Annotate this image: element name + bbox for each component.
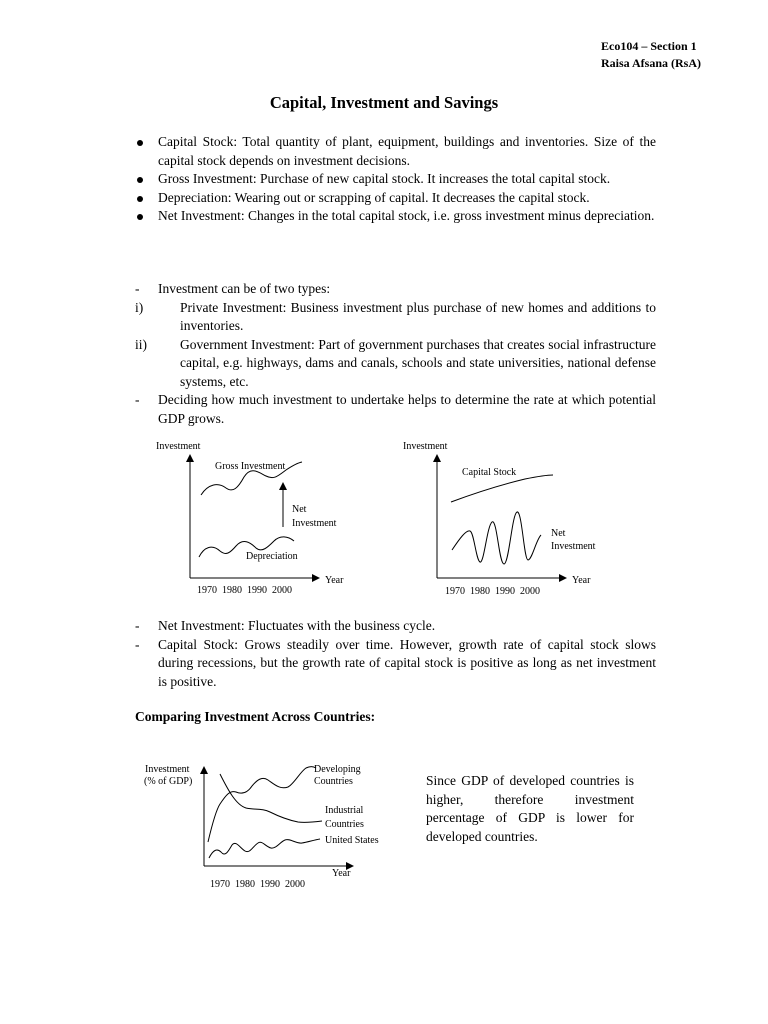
net-label: Net [551,528,566,539]
list-item: Depreciation: Wearing out or scrapping of capital. It decreases the capital stock. [135,189,656,208]
developing-countries-curve [208,767,316,843]
list-item: Net Investment: Changes in the total capital stock, i.e. gross investment minus depreciation. [135,207,656,226]
developing-label: Developing [314,764,361,775]
industrial-countries-label: Countries [325,819,364,830]
course-label: Eco104 – Section 1 [600,39,697,53]
united-states-label: United States [325,835,379,846]
list-item: Gross Investment: Purchase of new capital stock. It increases the total capital stock. [135,170,656,189]
industrial-label: Industrial [325,805,364,816]
y-axis-label: Investment [145,764,190,775]
types-intro: - Investment can be of two types: [135,281,331,296]
gross-investment-label: Gross Investment [215,461,286,472]
list-item: i) Private Investment: Business investment plus purchase of new homes and additions to inventories. [135,299,656,333]
tick-labels: 1970 1980 1990 2000 [197,585,292,596]
tick-labels: 1970 1980 1990 2000 [445,586,540,597]
capital-stock-label: Capital Stock [462,467,517,478]
page-title: Capital, Investment and Savings [269,93,499,112]
depreciation-label: Depreciation [246,551,298,562]
net-label: Net [292,504,307,515]
developing-countries-label: Countries [314,776,353,787]
investment-label: Investment [292,518,337,529]
y-axis-unit-label: (% of GDP) [144,776,193,787]
x-axis-label: Year [325,575,344,586]
y-axis-label: Investment [156,441,201,452]
list-item: - Capital Stock: Grows steadily over time. However, growth rate of capital stock slows during recessions, but the growth rate of capital stock is positive as long as net investment is positive. [135,636,656,689]
list-item: Capital Stock: Total quantity of plant, equipment, buildings and inventories. Size of the capital stock depends on investment decisions. [135,133,656,170]
industrial-countries-curve [220,774,322,822]
x-axis-label: Year [572,575,591,586]
investment-label: Investment [551,541,596,552]
list-item: ii) Government Investment: Part of government purchases that creates social infrastructure capital, e.g. highways, dams and canals, schools and state universities, national defense systems, etc. [135,336,656,389]
instructor-label: Raisa Afsana (RsA) [600,56,701,70]
x-axis-label: Year [332,868,351,879]
y-axis-label: Investment [403,441,448,452]
tick-labels: 1970 1980 1990 2000 [210,879,305,890]
comparison-text: Since GDP of developed countries is higher, therefore investment percentage of GDP is lower for developed countries. [426,773,634,844]
list-item: - Net Investment: Fluctuates with the business cycle. [135,618,436,633]
section-heading: Comparing Investment Across Countries: [135,709,376,724]
deciding-note: - Deciding how much investment to undertake helps to determine the rate at which potential GDP grows. [135,392,656,426]
united-states-curve [209,839,320,858]
